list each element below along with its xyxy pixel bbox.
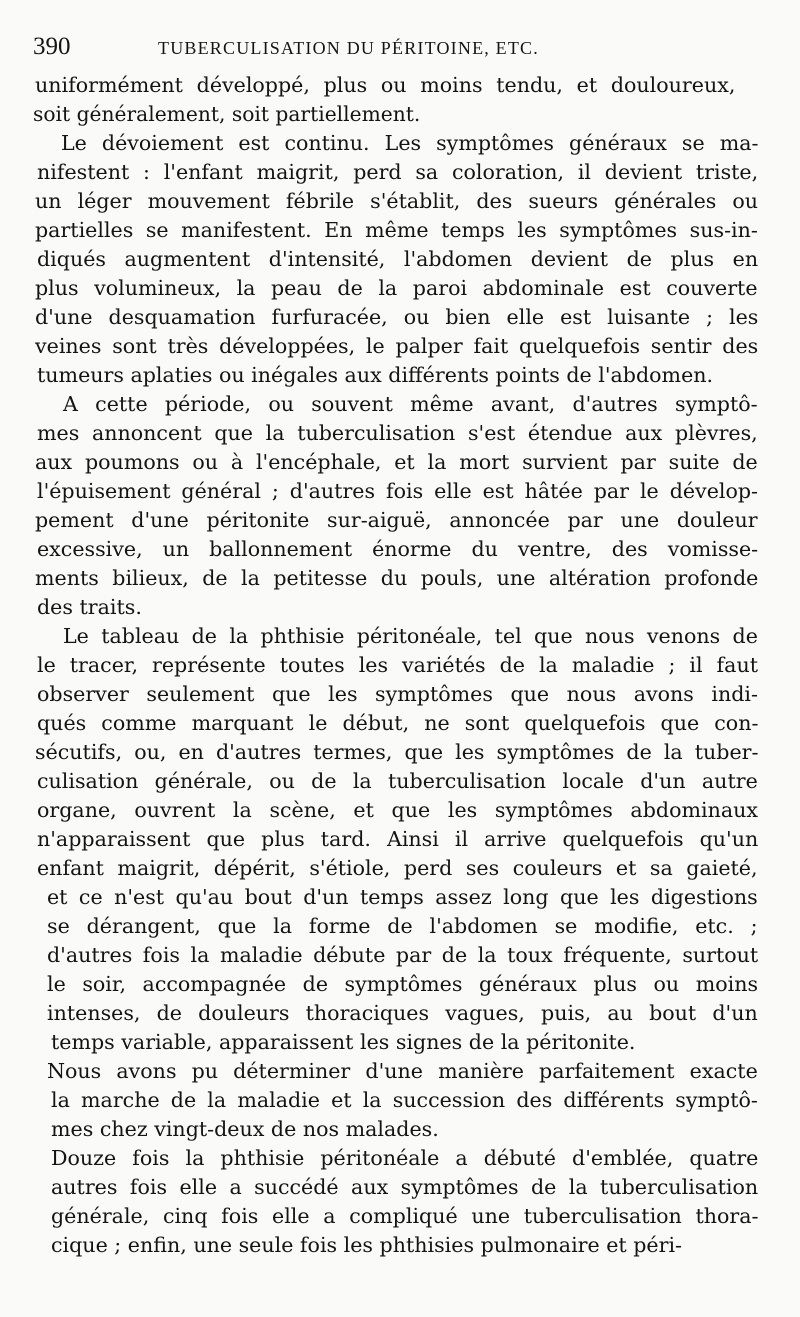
text-line: aux poumons ou à l'encéphale, et la mort survient par suite de [35,450,758,474]
text-line: pement d'une péritonite sur-aiguë, annoncée par une douleur [35,508,758,532]
text-line: d'une desquamation furfuracée, ou bien elle est luisante ; les [35,305,759,329]
text-line: soit généralement, soit partiellement. [33,102,421,126]
text-line: temps variable, apparaissent les signes de la péritonite. [51,1030,636,1054]
text-line: uniformément développé, plus ou moins tendu, et douloureux, [35,73,736,97]
text-line: enfant maigrit, dépérit, s'étiole, perd ses couleurs et sa gaieté, [37,856,758,880]
text-line: la marche de la maladie et la succession des différents symptô- [51,1088,758,1112]
text-line: veines sont très développées, le palper fait quelquefois sentir des [35,334,759,358]
text-line: ments bilieux, de la petitesse du pouls, une altération profonde [35,566,759,590]
text-line: tumeurs aplaties ou inégales aux différents points de l'abdomen. [37,363,714,387]
text-line: d'autres fois la maladie débute par de la toux fréquente, surtout [47,943,759,967]
text-line: le tracer, représente toutes les variétés de la maladie ; il faut [37,653,758,677]
text-line: organe, ouvrent la scène, et que les symptômes abdominaux [37,798,759,822]
text-line: intenses, de douleurs thoraciques vagues, puis, au bout d'un [47,1001,758,1025]
text-line: cique ; enfin, une seule fois les phthisies pulmonaire et péri- [51,1233,682,1257]
text-line: Douze fois la phthisie péritonéale a débuté d'emblée, quatre [51,1146,759,1170]
text-line: excessive, un ballonnement énorme du ventre, des vomisse- [37,537,759,561]
text-line: mes annoncent que la tuberculisation s'est étendue aux plèvres, [37,421,758,445]
text-line: le soir, accompagnée de symptômes généraux plus ou moins [47,972,759,996]
running-head [33,34,773,60]
text-line: partielles se manifestent. En même temps les symptômes sus-in- [35,218,758,242]
running-title: TUBERCULISATION DU PÉRITOINE, ETC. [158,38,539,58]
text-line: diqués augmentent d'intensité, l'abdomen devient de plus en [37,247,759,271]
page-number: 390 [33,33,71,60]
text-line: Le tableau de la phthisie péritonéale, tel que nous venons de [63,624,758,648]
text-line: n'apparaissent que plus tard. Ainsi il arrive quelquefois qu'un [37,827,759,851]
text-line: autres fois elle a succédé aux symptômes de la tuberculisation [51,1175,759,1199]
text-line: nifestent : l'enfant maigrit, perd sa coloration, il devient triste, [37,160,759,184]
text-line: observer seulement que les symptômes que nous avons indi- [37,682,758,706]
text-line: générale, cinq fois elle a compliqué une tuberculisation thora- [51,1204,759,1228]
text-line: plus volumineux, la peau de la paroi abdominale est couverte [35,276,758,300]
text-line: se dérangent, que la forme de l'abdomen se modifie, etc. ; [47,914,758,938]
text-line: et ce n'est qu'au bout d'un temps assez long que les digestions [47,885,758,909]
text-line: l'épuisement général ; d'autres fois elle est hâtée par le dévelop- [37,479,759,503]
text-line: culisation générale, ou de la tuberculisation locale d'un autre [37,769,758,793]
text-line: qués comme marquant le début, ne sont quelquefois que con- [37,711,759,735]
text-line: Nous avons pu déterminer d'une manière parfaitement exacte [47,1059,758,1083]
text-line: sécutifs, ou, en d'autres termes, que les symptômes de la tuber- [35,740,759,764]
text-line: mes chez vingt-deux de nos malades. [51,1117,439,1141]
text-line: un léger mouvement fébrile s'établit, des sueurs générales ou [35,189,759,213]
text-line: des traits. [37,595,142,619]
text-line: Le dévoiement est continu. Les symptômes généraux se ma- [61,131,759,155]
text-line: A cette période, ou souvent même avant, d'autres symptô- [63,392,758,416]
